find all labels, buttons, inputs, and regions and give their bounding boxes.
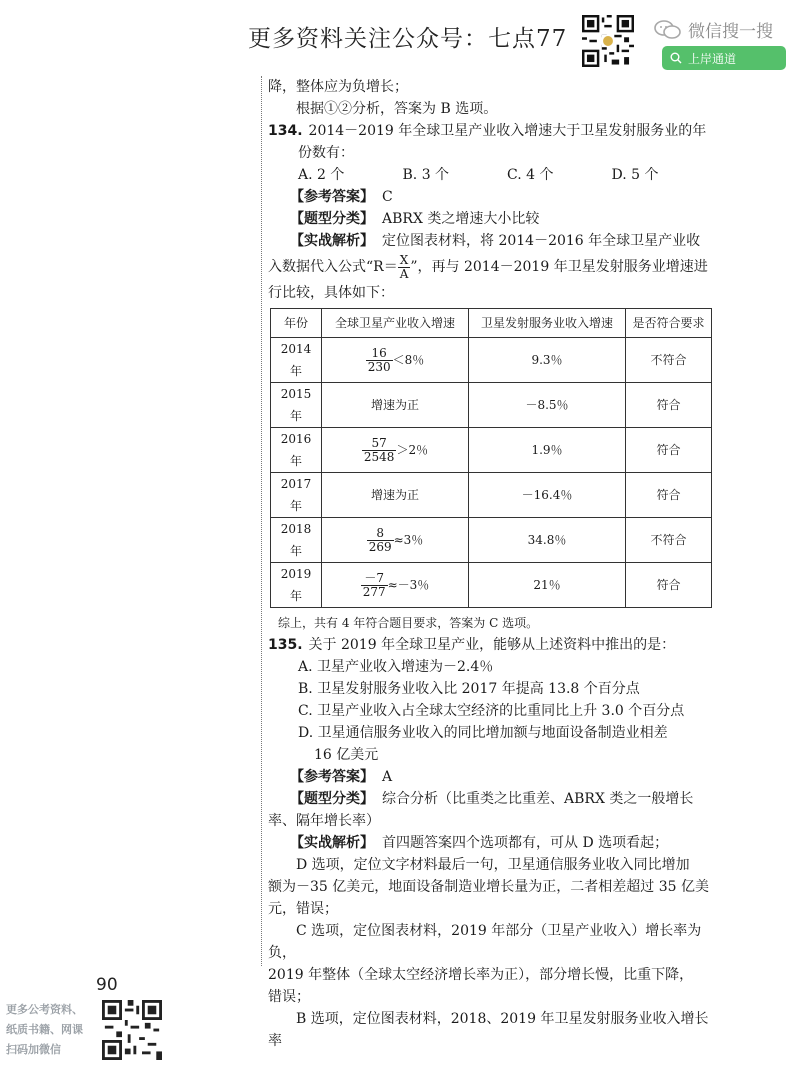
- q135-analysis-c-cont: 2019 年整体（全球太空经济增长率为正），部分增长慢，比重下降，: [268, 967, 694, 983]
- page-header-title: 更多资料关注公众号：七点77: [248, 26, 568, 52]
- page-content: [268, 76, 716, 1052]
- q135-option-a: A. 卫星产业收入增速为－2.4％: [298, 659, 494, 675]
- year-cell: 2017 年: [271, 473, 322, 518]
- table-row: [271, 338, 712, 383]
- qr-code-icon: [102, 1000, 162, 1060]
- qr-code-icon: [582, 15, 634, 67]
- q134-options: [268, 164, 716, 186]
- meets-requirement-cell: 符合: [626, 563, 712, 608]
- year-cell: 2015 年: [271, 383, 322, 428]
- meets-requirement-cell: 符合: [626, 428, 712, 473]
- table-row: [271, 473, 712, 518]
- growth-fraction: $\frac{-7}{277}$: [362, 570, 386, 599]
- q134-stem-cont: 份数有：: [298, 145, 354, 161]
- q135-analysis-d-end: 元，错误；: [268, 901, 338, 917]
- search-icon: [670, 52, 682, 64]
- industry-growth-cell: $\frac{-7}{277}$ ≈－3％: [322, 563, 469, 608]
- launch-growth-cell: 1.9％: [469, 428, 626, 473]
- q135-option-b: B. 卫星发射服务业收入比 2017 年提高 13.8 个百分点: [298, 681, 640, 697]
- margin-divider: [261, 76, 263, 966]
- growth-comparison-table: [270, 308, 712, 608]
- year-cell: 2014 年: [271, 338, 322, 383]
- wechat-search-text: 微信搜一搜: [688, 22, 773, 42]
- q135-option-d: D. 卫星通信服务业收入的同比增加额与地面设备制造业相差: [298, 725, 668, 741]
- q135-option-d-cont: 16 亿美元: [314, 747, 379, 763]
- prev-conclusion: 根据①②分析，答案为 B 选项。: [296, 101, 498, 117]
- q134-option-b: B. 3 个: [402, 167, 450, 183]
- meets-requirement-cell: 不符合: [626, 518, 712, 563]
- q135-analysis-c: C 选项，定位图表材料，2019 年部分（卫星产业收入）增长率为负，: [268, 923, 702, 961]
- launch-growth-cell: －8.5％: [469, 383, 626, 428]
- q135-analysis-d-cont: 额为－35 亿美元，地面设备制造业增长量为正，二者相差超过 35 亿美: [268, 879, 709, 895]
- q135-analysis-b: B 选项，定位图表材料，2018、2019 年卫星发射服务业收入增长率: [268, 1011, 709, 1049]
- year-cell: 2019 年: [271, 563, 322, 608]
- table-header-row: [271, 309, 712, 338]
- q135-category: 【题型分类】 综合分析（比重类之比重差、ABRX 类之一般增长: [290, 791, 694, 807]
- search-button[interactable]: [662, 46, 786, 70]
- search-button-label: 上岸通道: [688, 51, 737, 66]
- launch-growth-cell: －16.4％: [469, 473, 626, 518]
- q135-analysis: 【实战解析】 首四题答案四个选项都有，可从 D 选项看起；: [290, 835, 669, 851]
- wechat-search-icon: [654, 19, 682, 41]
- table-header-cell: 年份: [271, 309, 322, 338]
- formula-fraction: $\frac{X}{A}$: [399, 252, 409, 281]
- table-header-cell: 卫星发射服务业收入增速: [469, 309, 626, 338]
- industry-growth-cell: $\frac{8}{269}$ ≈3％: [322, 518, 469, 563]
- meets-requirement-cell: 符合: [626, 473, 712, 518]
- meets-requirement-cell: 不符合: [626, 338, 712, 383]
- q135-answer: 【参考答案】 A: [290, 769, 393, 785]
- q134-option-d: D. 5 个: [611, 167, 659, 183]
- table-header-cell: 全球卫星产业收入增速: [322, 309, 469, 338]
- q134-option-c: C. 4 个: [507, 167, 554, 183]
- footer-promo: 更多公考资料、 纸质书籍、网课 扫码加微信: [6, 1003, 83, 1056]
- q134-stem: 134. 2014－2019 年全球卫星产业收入增速大于卫星发射服务业的年: [268, 123, 707, 139]
- launch-growth-cell: 9.3％: [469, 338, 626, 383]
- q134-option-a: A. 2 个: [298, 167, 345, 183]
- launch-growth-cell: 21％: [469, 563, 626, 608]
- q134-answer: 【参考答案】 C: [290, 189, 393, 205]
- q135-analysis-c-end: 错误；: [268, 989, 310, 1005]
- industry-growth-cell: 增速为正: [322, 383, 469, 428]
- q134-analysis-formula: 入数据代入公式“R＝ $\frac{X}{A}$ ”，再与 2014－2019 年卫星发射服务业增速进: [268, 252, 708, 281]
- q135-analysis-d: D 选项，定位文字材料最后一句，卫星通信服务业收入同比增加: [296, 857, 690, 873]
- table-summary: 综上，共有 4 年符合题目要求，答案为 C 选项。: [278, 616, 539, 630]
- table-row: [271, 428, 712, 473]
- prev-tail: 降，整体应为负增长；: [268, 79, 408, 95]
- growth-fraction: $\frac{57}{2548}$: [363, 435, 395, 464]
- q135-option-c: C. 卫星产业收入占全球太空经济的比重同比上升 3.0 个百分点: [298, 703, 685, 719]
- table-header-cell: 是否符合要求: [626, 309, 712, 338]
- industry-growth-cell: 增速为正: [322, 473, 469, 518]
- growth-fraction: $\frac{8}{269}$: [368, 525, 392, 554]
- year-cell: 2016 年: [271, 428, 322, 473]
- q135-category-cont: 率、隔年增长率）: [268, 813, 380, 829]
- meets-requirement-cell: 符合: [626, 383, 712, 428]
- q134-category: 【题型分类】 ABRX 类之增速大小比较: [290, 211, 540, 227]
- growth-fraction: $\frac{16}{230}$: [367, 345, 391, 374]
- page-number: 90: [96, 975, 118, 995]
- industry-growth-cell: $\frac{57}{2548}$ ＞2％: [322, 428, 469, 473]
- table-row: [271, 383, 712, 428]
- wechat-search-label: [654, 17, 773, 42]
- year-cell: 2018 年: [271, 518, 322, 563]
- q134-number: 134.: [268, 123, 303, 139]
- launch-growth-cell: 34.8％: [469, 518, 626, 563]
- industry-growth-cell: $\frac{16}{230}$ ＜8％: [322, 338, 469, 383]
- q135-number: 135.: [268, 637, 303, 653]
- table-row: [271, 563, 712, 608]
- q134-analysis-end: 行比较，具体如下：: [268, 285, 394, 301]
- q135-stem: 135. 关于 2019 年全球卫星产业，能够从上述资料中推出的是：: [268, 637, 676, 653]
- q134-analysis: 【实战解析】 定位图表材料，将 2014－2016 年全球卫星产业收: [290, 233, 701, 249]
- table-row: [271, 518, 712, 563]
